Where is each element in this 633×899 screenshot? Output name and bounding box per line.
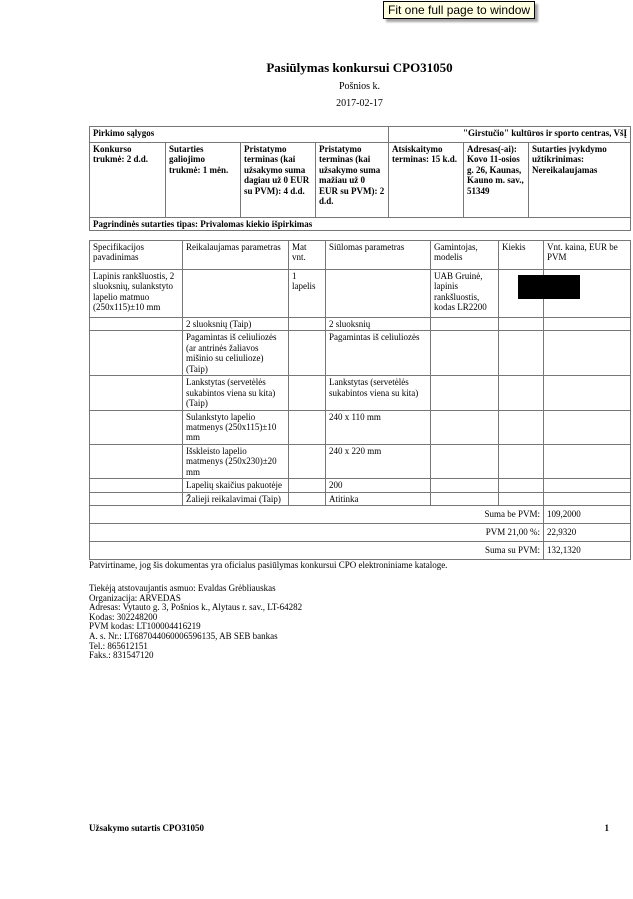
fit-page-tooltip: Fit one full page to window [383,1,535,19]
spec-cell: Pagamintas iš celiuliozės [326,331,431,376]
contract-type: Pagrindinės sutarties tipas: Privalomas kiekio išpirkimas [90,218,631,231]
spec-cell [289,444,326,478]
spec-cell [90,331,183,376]
redacted-quantity-price [518,275,580,299]
column-header: Mat vnt. [289,241,326,270]
spec-cell [544,492,631,505]
spec-cell [90,410,183,444]
total-row [90,542,631,560]
spec-cell: Lapinis rankšluostis, 2 sluoksnių, sulankstyto lapelio matmuo (250x115)±10 mm [90,270,183,318]
spec-cell [544,444,631,478]
spec-cell [499,444,544,478]
column-header: Gamintojas, modelis [431,241,499,270]
spec-cell: Atitinka [326,492,431,505]
spec-cell [289,318,326,331]
page-footer [89,823,609,833]
spec-cell [431,331,499,376]
spec-cell [499,410,544,444]
spec-cell [544,331,631,376]
table-row [90,444,631,478]
spec-cell [90,318,183,331]
supplier-line: Organizacija: ARVEDAS [89,592,181,603]
spec-cell: Sulankstyto lapelio matmenys (250x115)±10 mm [183,410,289,444]
supplier-info-block [89,584,630,661]
footer-contract-title: Užsakymo sutartis CPO31050 [89,823,204,833]
total-row [90,524,631,542]
spec-cell [499,376,544,410]
spec-cell [431,376,499,410]
total-value: 132,1320 [544,542,631,560]
column-header: Reikalaujamas parametras [183,241,289,270]
spec-cell: 1 lapelis [289,270,326,318]
supplier-line: Kodas: 302248200 [89,611,158,622]
purchase-conditions-table [89,126,631,231]
footer-page-number: 1 [604,823,609,833]
table-row [90,376,631,410]
spec-cell [90,444,183,478]
spec-cell [499,318,544,331]
condition-cell: Atsiskaitymo terminas: 15 k.d. [389,143,464,218]
spec-cell [90,376,183,410]
condition-cell: Pristatymo terminas (kai užsakymo suma dagiau už 0 EUR su PVM): 4 d.d. [241,143,316,218]
spec-cell [183,270,289,318]
confirmation-text: Patvirtiname, jog šis dokumentas yra oficialus pasiūlymas konkursui CPO elektroniniame kataloge. [89,560,448,570]
supplier-line: Faks.: 831547120 [89,650,154,661]
supplier-line: Tiekėją atstovaujantis asmuo: Evaldas Grėbliauskas [89,583,276,593]
spec-cell: 2 sluoksnių [326,318,431,331]
spec-cell: 200 [326,479,431,492]
document-title: Pasiūlymas konkursui CPO31050 [266,60,453,75]
buyer-name: "Girstučio" kultūros ir sporto centras, VšĮ [389,127,631,143]
spec-cell [544,318,631,331]
column-header: Specifikacijos pavadinimas [90,241,183,270]
table-row [90,318,631,331]
condition-cell: Adresas(-ai): Kovo 11-osios g. 26, Kaunas, Kauno m. sav., 51349 [464,143,529,218]
spec-cell: UAB Gruinė, lapinis rankšluostis, kodas LR2200 [431,270,499,318]
spec-cell [544,479,631,492]
total-row [90,506,631,524]
spec-cell [326,270,431,318]
condition-cell: Pristatymo terminas (kai užsakymo suma mažiau už 0 EUR su PVM): 2 d.d. [316,143,389,218]
spec-cell [289,492,326,505]
condition-cell: Sutarties galiojimo trukmė: 1 mėn. [166,143,241,218]
conditions-title: Pirkimo sąlygos [90,127,389,143]
spec-cell [431,410,499,444]
column-header: Siūlomas parametras [326,241,431,270]
supplier-line: Tel.: 865612151 [89,640,148,651]
supplier-line: PVM kodas: LT100004416219 [89,621,201,632]
table-row [90,331,631,376]
spec-cell [90,479,183,492]
spec-cell [499,479,544,492]
spec-cell [431,318,499,331]
spec-cell [431,479,499,492]
spec-cell [289,410,326,444]
total-value: 109,2000 [544,506,631,524]
total-label: Suma su PVM: [90,542,544,560]
table-row [90,479,631,492]
spec-cell: Žalieji reikalavimai (Taip) [183,492,289,505]
supplier-line: Adresas: Vytauto g. 3, Pošnios k., Alytaus r. sav., LT-64282 [89,602,303,613]
table-row [90,410,631,444]
spec-cell [289,331,326,376]
spec-cell [499,331,544,376]
spec-cell [544,410,631,444]
total-label: Suma be PVM: [90,506,544,524]
spec-cell: Lapelių skaičius pakuotėje [183,479,289,492]
spec-cell: Lankstytas (servetėlės sukabintos viena su kita) [326,376,431,410]
condition-cell: Konkurso trukmė: 2 d.d. [90,143,166,218]
column-header: Vnt. kaina, EUR be PVM [544,241,631,270]
spec-cell [90,492,183,505]
spec-cell [431,492,499,505]
supplier-line: A. s. Nr.: LT687044060006596135, AB SEB bankas [89,630,278,641]
condition-cell: Sutarties įvykdymo užtikrinimas: Nereikalaujamas [529,143,631,218]
spec-cell: Išskleisto lapelio matmenys (250x230)±20 mm [183,444,289,478]
spec-cell: 240 x 220 mm [326,444,431,478]
spec-cell [289,479,326,492]
spec-cell: 240 x 110 mm [326,410,431,444]
spec-cell [289,376,326,410]
spec-cell: Pagamintas iš celiuliozės (ar antrinės žaliavos mišinio su celiulioze) (Taip) [183,331,289,376]
spec-cell: 2 sluoksnių (Taip) [183,318,289,331]
spec-cell [544,376,631,410]
document-date: 2017-02-17 [336,98,383,109]
total-label: PVM 21,00 %: [90,524,544,542]
total-value: 22,9320 [544,524,631,542]
document-location: Pošnios k. [338,81,381,92]
table-row [90,492,631,505]
spec-cell [431,444,499,478]
spec-cell [499,492,544,505]
spec-cell: Lankstytas (servetėlės sukabintos viena su kita) (Taip) [183,376,289,410]
column-header: Kiekis [499,241,544,270]
